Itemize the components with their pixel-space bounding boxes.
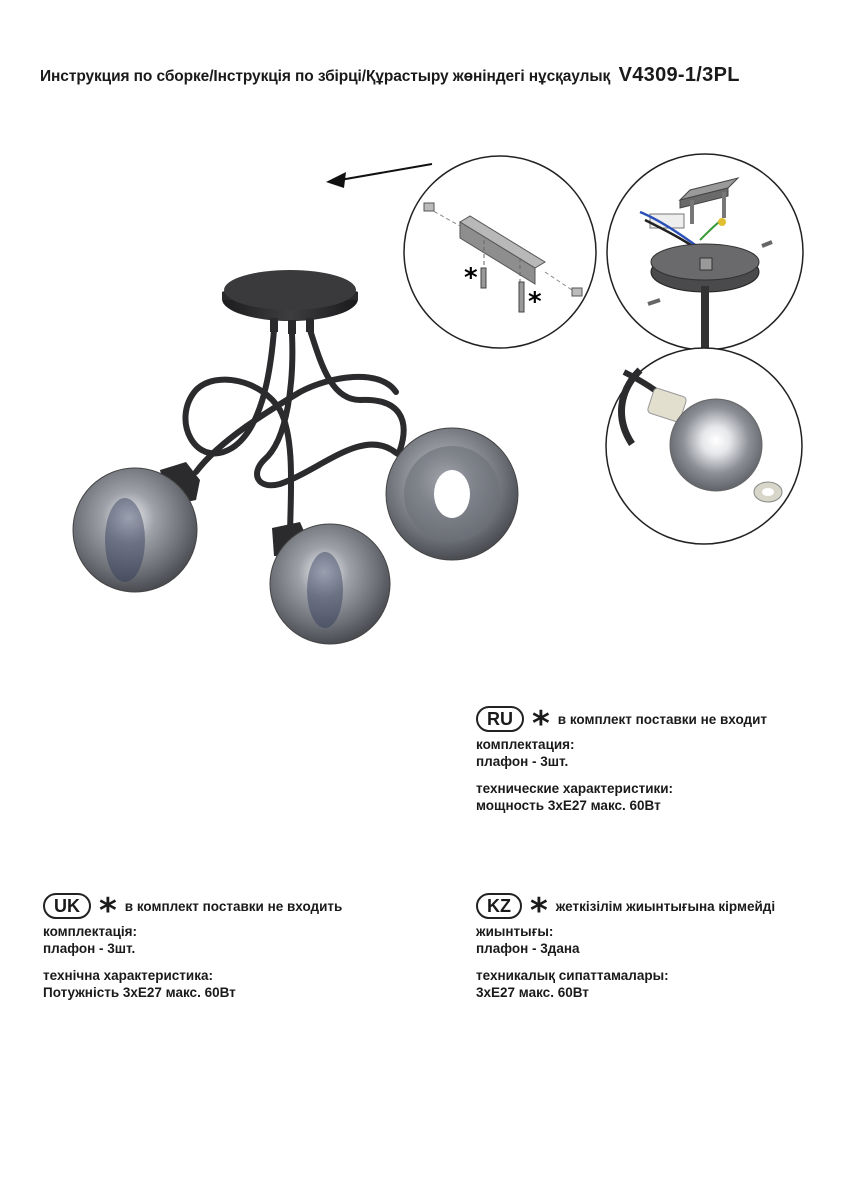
not-included-note: жеткізілім жиынтығына кірмейді	[555, 898, 776, 914]
spec-label: технические характеристики:	[476, 781, 674, 796]
set-value: плафон - 3шт.	[43, 941, 136, 956]
set-label: комплектация:	[476, 737, 575, 752]
not-included-note: в комплект поставки не входить	[124, 898, 343, 914]
info-block-ru	[476, 706, 767, 814]
model-number: V4309-1/3PL	[618, 64, 740, 86]
info-block-uk	[43, 893, 342, 1001]
not-included-note: в комплект поставки не входит	[557, 711, 768, 727]
spec-value: мощность 3хЕ27 макс. 60Вт	[476, 798, 661, 813]
language-badge-kz: KZ	[476, 893, 522, 919]
detail-bracket	[404, 156, 596, 348]
spec-value: Потужність 3хЕ27 макс. 60Вт	[43, 985, 236, 1000]
set-value: плафон - 3дана	[476, 941, 580, 956]
spec-label: технічна характеристика:	[43, 968, 213, 983]
asterisk-mark: *	[528, 287, 542, 317]
asterisk-icon: *	[99, 891, 117, 931]
language-badge-ru: RU	[476, 706, 524, 732]
asterisk-icon: *	[530, 891, 548, 931]
info-block-kz	[476, 893, 775, 1001]
detail-wiring	[607, 154, 803, 350]
asterisk-mark: *	[464, 263, 478, 293]
set-label: жиынтығы:	[476, 924, 554, 939]
title-text: Инструкция по сборке/Інструкція по збірці/Құрастыру жөніндегі нұсқаулық	[40, 68, 611, 85]
asterisk-icon: *	[532, 704, 550, 744]
pointer-arrow	[326, 164, 432, 188]
detail-shade	[606, 348, 802, 544]
set-value: плафон - 3шт.	[476, 754, 569, 769]
spec-label: техникалық сипаттамалары:	[476, 968, 669, 983]
set-label: комплектація:	[43, 924, 137, 939]
language-badge-uk: UK	[43, 893, 91, 919]
spec-value: 3хЕ27 макс. 60Вт	[476, 985, 589, 1000]
